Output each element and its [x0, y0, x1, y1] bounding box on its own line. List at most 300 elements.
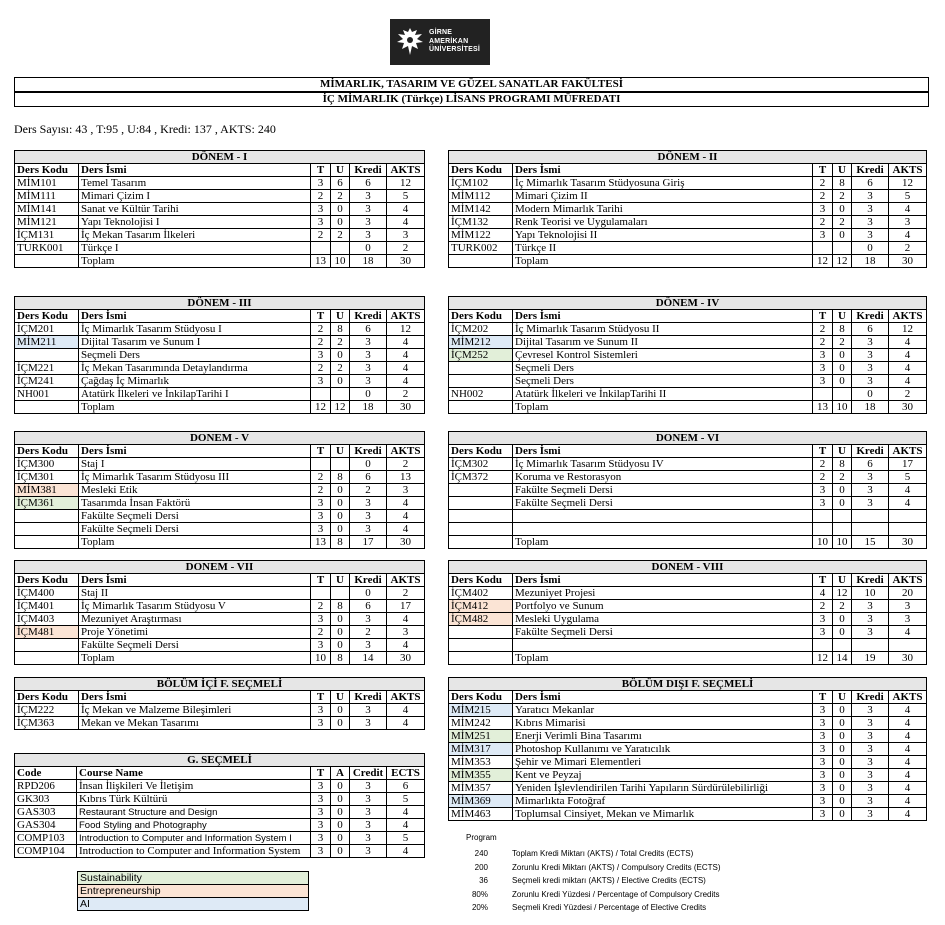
- column-header: U: [331, 445, 350, 458]
- faculty-title: MİMARLIK, TASARIM VE GÜZEL SANATLAR FAKÜLTESİ: [14, 77, 929, 92]
- column-header: AKTS: [387, 445, 425, 458]
- course-kredi: 3: [852, 704, 889, 717]
- course-akts: 17: [387, 600, 425, 613]
- total-u: 12: [833, 255, 852, 268]
- total-u: 8: [331, 652, 350, 665]
- course-row: [449, 756, 927, 769]
- course-name: Modern Mimarlık Tarihi: [513, 203, 813, 216]
- total-akts: 30: [889, 536, 927, 549]
- course-kredi: [852, 523, 889, 536]
- course-u: 0: [833, 717, 852, 730]
- course-name: Seçmeli Ders: [513, 362, 813, 375]
- total-kredi: 18: [350, 255, 387, 268]
- course-kredi: 3: [852, 743, 889, 756]
- course-code: MİM141: [15, 203, 79, 216]
- course-t: 3: [311, 845, 331, 858]
- course-akts: 4: [889, 375, 927, 388]
- column-header: Ders İsmi: [513, 691, 813, 704]
- course-row: [15, 510, 425, 523]
- course-code: MİM357: [449, 782, 513, 795]
- course-u: 0: [331, 626, 350, 639]
- header-row: [449, 310, 927, 323]
- course-code: MİM215: [449, 704, 513, 717]
- course-u: 0: [833, 362, 852, 375]
- course-t: 3: [813, 704, 833, 717]
- total-row: [449, 255, 927, 268]
- column-header: AKTS: [889, 164, 927, 177]
- legend-item: [78, 898, 309, 911]
- course-name: Yapı Teknolojisi II: [513, 229, 813, 242]
- course-name: Restaurant Structure and Design: [77, 806, 311, 819]
- course-kredi: 3: [350, 190, 387, 203]
- course-name: Fakülte Seçmeli Dersi: [513, 626, 813, 639]
- header-row: [15, 445, 425, 458]
- course-ects: 6: [387, 780, 425, 793]
- course-akts: 4: [387, 216, 425, 229]
- course-akts: 4: [889, 497, 927, 510]
- course-row: [15, 523, 425, 536]
- course-kredi: 6: [350, 600, 387, 613]
- total-t: 12: [813, 255, 833, 268]
- course-kredi: 3: [852, 717, 889, 730]
- course-u: 0: [331, 639, 350, 652]
- course-t: 2: [311, 229, 331, 242]
- course-code: [449, 362, 513, 375]
- course-u: 0: [833, 349, 852, 362]
- course-row: [15, 819, 425, 832]
- course-t: [813, 639, 833, 652]
- course-code: İÇM300: [15, 458, 79, 471]
- table-title: DÖNEM - II: [449, 151, 927, 164]
- course-u: 0: [833, 769, 852, 782]
- course-kredi: 3: [350, 216, 387, 229]
- course-row: [449, 704, 927, 717]
- course-code: İÇM301: [15, 471, 79, 484]
- course-row: [15, 362, 425, 375]
- column-header: Ders Kodu: [15, 691, 79, 704]
- course-kredi: 3: [350, 639, 387, 652]
- course-akts: 4: [387, 349, 425, 362]
- course-akts: 4: [889, 349, 927, 362]
- semester-table-8: [448, 560, 927, 665]
- course-code: İÇM400: [15, 587, 79, 600]
- course-u: 0: [833, 782, 852, 795]
- header-row: [449, 164, 927, 177]
- course-name: Mimarlıkta Fotoğraf: [513, 795, 813, 808]
- course-name: Tasarımda İnsan Faktörü: [79, 497, 311, 510]
- column-header: ECTS: [387, 767, 425, 780]
- course-akts: [889, 639, 927, 652]
- program-summary-desc: Toplam Kredi Miktarı (AKTS) / Total Credits (ECTS): [512, 849, 694, 858]
- course-row: [15, 639, 425, 652]
- course-akts: 4: [889, 769, 927, 782]
- course-t: 3: [311, 510, 331, 523]
- course-akts: 4: [387, 510, 425, 523]
- course-name: Dijital Tasarım ve Sunum I: [79, 336, 311, 349]
- course-u: 2: [833, 216, 852, 229]
- course-row: [449, 375, 927, 388]
- course-kredi: 3: [852, 349, 889, 362]
- course-t: 2: [813, 336, 833, 349]
- course-u: 8: [331, 471, 350, 484]
- header-row: [15, 767, 425, 780]
- course-t: 3: [311, 613, 331, 626]
- course-name: Temel Tasarım: [79, 177, 311, 190]
- course-row: [15, 780, 425, 793]
- column-header: U: [833, 691, 852, 704]
- course-name: Şehir ve Mimari Elementleri: [513, 756, 813, 769]
- course-akts: 3: [387, 229, 425, 242]
- course-t: [813, 242, 833, 255]
- course-name: Seçmeli Ders: [79, 349, 311, 362]
- course-u: 0: [331, 510, 350, 523]
- course-t: 2: [311, 336, 331, 349]
- course-row: [15, 832, 425, 845]
- course-t: 3: [813, 229, 833, 242]
- total-row: [15, 401, 425, 414]
- course-kredi: 6: [852, 458, 889, 471]
- course-name: Türkçe I: [79, 242, 311, 255]
- total-label: Toplam: [79, 536, 311, 549]
- course-row: [15, 717, 425, 730]
- course-t: 2: [311, 484, 331, 497]
- course-t: 3: [311, 497, 331, 510]
- legend-entrepreneurship: Entrepreneurship: [78, 885, 309, 898]
- course-u: 0: [833, 484, 852, 497]
- column-header: Kredi: [350, 691, 387, 704]
- course-akts: 4: [889, 484, 927, 497]
- course-a: 0: [331, 845, 350, 858]
- course-u: 8: [331, 323, 350, 336]
- course-t: 2: [813, 323, 833, 336]
- program-summary-desc: Seçmeli Kredi Yüzdesi / Percentage of Elective Credits: [512, 903, 707, 912]
- course-akts: 4: [889, 795, 927, 808]
- course-kredi: 0: [852, 388, 889, 401]
- total-kredi: 18: [852, 255, 889, 268]
- university-logo: [390, 19, 490, 65]
- column-header: AKTS: [889, 574, 927, 587]
- total-akts: 30: [889, 652, 927, 665]
- course-t: [813, 510, 833, 523]
- course-name: Mezuniyet Projesi: [513, 587, 813, 600]
- course-kredi: 3: [852, 782, 889, 795]
- column-header: Ders İsmi: [513, 574, 813, 587]
- course-akts: 12: [889, 323, 927, 336]
- course-u: 0: [833, 808, 852, 821]
- total-u: 10: [833, 536, 852, 549]
- course-u: 8: [833, 177, 852, 190]
- course-akts: 12: [889, 177, 927, 190]
- course-u: 8: [833, 323, 852, 336]
- column-header: Ders İsmi: [79, 691, 311, 704]
- course-row: [449, 190, 927, 203]
- column-header: Kredi: [350, 310, 387, 323]
- inner-elective-table: [14, 677, 425, 730]
- course-ects: 5: [387, 793, 425, 806]
- total-label: Toplam: [513, 401, 813, 414]
- total-akts: 30: [387, 536, 425, 549]
- column-header: AKTS: [889, 691, 927, 704]
- course-kredi: 3: [852, 600, 889, 613]
- course-akts: 2: [387, 242, 425, 255]
- column-header: Ders İsmi: [79, 310, 311, 323]
- course-u: 0: [331, 375, 350, 388]
- total-kredi: 14: [350, 652, 387, 665]
- course-u: 0: [833, 613, 852, 626]
- column-header: U: [331, 691, 350, 704]
- total-row: [15, 652, 425, 665]
- column-header: Kredi: [350, 445, 387, 458]
- course-name: Renk Teorisi ve Uygulamaları: [513, 216, 813, 229]
- course-code: İÇM363: [15, 717, 79, 730]
- course-t: [813, 388, 833, 401]
- course-u: 2: [331, 229, 350, 242]
- course-row: [449, 782, 927, 795]
- total-row: [449, 536, 927, 549]
- course-code: MİM251: [449, 730, 513, 743]
- column-header: U: [833, 445, 852, 458]
- course-akts: 4: [387, 523, 425, 536]
- course-kredi: 3: [852, 613, 889, 626]
- course-row: [449, 639, 927, 652]
- total-code-cell: [15, 401, 79, 414]
- course-u: 6: [331, 177, 350, 190]
- course-kredi: 0: [852, 242, 889, 255]
- course-row: [15, 471, 425, 484]
- program-summary-value: 240: [474, 849, 488, 858]
- program-summary-title: Program: [466, 833, 497, 842]
- course-kredi: 3: [350, 613, 387, 626]
- course-code: İÇM482: [449, 613, 513, 626]
- course-t: 3: [813, 362, 833, 375]
- course-credit: 3: [350, 806, 387, 819]
- course-u: [331, 242, 350, 255]
- course-kredi: 3: [852, 362, 889, 375]
- course-u: 0: [833, 497, 852, 510]
- column-header: U: [331, 310, 350, 323]
- course-akts: 4: [387, 336, 425, 349]
- course-kredi: 3: [852, 808, 889, 821]
- course-akts: 4: [387, 362, 425, 375]
- legend-sustainability: Sustainability: [78, 872, 309, 885]
- course-credit: 3: [350, 832, 387, 845]
- course-row: [449, 626, 927, 639]
- course-u: 0: [331, 484, 350, 497]
- course-kredi: 0: [350, 388, 387, 401]
- course-t: 3: [311, 717, 331, 730]
- column-header: Code: [15, 767, 77, 780]
- course-u: [833, 639, 852, 652]
- total-code-cell: [449, 536, 513, 549]
- course-name: Staj I: [79, 458, 311, 471]
- course-t: 3: [813, 613, 833, 626]
- program-summary-value: 80%: [471, 889, 488, 899]
- course-kredi: 10: [852, 587, 889, 600]
- course-kredi: 3: [350, 362, 387, 375]
- semester-table-4: [448, 296, 927, 414]
- course-t: 2: [311, 626, 331, 639]
- column-header: Ders İsmi: [79, 164, 311, 177]
- course-kredi: 3: [350, 497, 387, 510]
- course-akts: 2: [387, 587, 425, 600]
- column-header: Ders Kodu: [15, 574, 79, 587]
- column-header: T: [813, 310, 833, 323]
- course-akts: 4: [387, 717, 425, 730]
- course-code: [449, 626, 513, 639]
- column-header: T: [813, 445, 833, 458]
- course-u: 8: [833, 458, 852, 471]
- course-t: 3: [813, 782, 833, 795]
- course-summary: Ders Sayısı: 43 , T:95 , U:84 , Kredi: 137 , AKTS: 240: [14, 122, 276, 136]
- column-header: T: [311, 445, 331, 458]
- total-akts: 30: [387, 255, 425, 268]
- column-header: AKTS: [387, 574, 425, 587]
- course-code: MİM369: [449, 795, 513, 808]
- total-kredi: 15: [852, 536, 889, 549]
- course-name: İç Mimarlık Tasarım Stüdyosu IV: [513, 458, 813, 471]
- course-code: MİM211: [15, 336, 79, 349]
- course-ects: 5: [387, 832, 425, 845]
- course-t: 3: [311, 523, 331, 536]
- course-code: MİM353: [449, 756, 513, 769]
- course-name: İnsan İlişkileri Ve İletişim: [77, 780, 311, 793]
- column-header: AKTS: [387, 691, 425, 704]
- course-name: Atatürk İlkeleri ve İnkilapTarihi II: [513, 388, 813, 401]
- course-row: [449, 242, 927, 255]
- course-kredi: 0: [350, 587, 387, 600]
- table-title: BÖLÜM DIŞI F. SEÇMELİ: [449, 678, 927, 691]
- course-u: 0: [833, 795, 852, 808]
- course-code: İÇM202: [449, 323, 513, 336]
- course-akts: 4: [889, 704, 927, 717]
- course-t: 3: [813, 375, 833, 388]
- course-row: [449, 388, 927, 401]
- course-kredi: 0: [350, 458, 387, 471]
- total-akts: 30: [387, 652, 425, 665]
- course-a: 0: [331, 780, 350, 793]
- course-row: [15, 229, 425, 242]
- course-credit: 3: [350, 819, 387, 832]
- course-name: Fakülte Seçmeli Dersi: [79, 639, 311, 652]
- course-row: [15, 613, 425, 626]
- course-row: [449, 613, 927, 626]
- course-akts: 4: [387, 203, 425, 216]
- course-code: GK303: [15, 793, 77, 806]
- course-code: İÇM252: [449, 349, 513, 362]
- column-header: Ders Kodu: [15, 310, 79, 323]
- course-kredi: 3: [350, 203, 387, 216]
- course-row: [449, 229, 927, 242]
- column-header: AKTS: [387, 164, 425, 177]
- column-header: Kredi: [350, 574, 387, 587]
- course-t: 2: [311, 362, 331, 375]
- course-code: [15, 523, 79, 536]
- course-akts: 4: [889, 743, 927, 756]
- course-u: 0: [331, 704, 350, 717]
- legend-item: [78, 885, 309, 898]
- total-kredi: 18: [350, 401, 387, 414]
- course-code: TURK001: [15, 242, 79, 255]
- table-title: DONEM - VI: [449, 432, 927, 445]
- course-name: Yeniden İşlevlendirilen Tarihi Yapıların Sürdürülebilirliği: [513, 782, 813, 795]
- total-code-cell: [449, 255, 513, 268]
- course-name: Sanat ve Kültür Tarihi: [79, 203, 311, 216]
- course-t: 3: [311, 819, 331, 832]
- column-header: Course Name: [77, 767, 311, 780]
- column-header: Ders İsmi: [79, 445, 311, 458]
- outer-elective-table: [448, 677, 927, 821]
- course-name: Atatürk İlkeleri ve İnkilapTarihi I: [79, 388, 311, 401]
- course-t: 3: [813, 795, 833, 808]
- course-kredi: 0: [350, 242, 387, 255]
- course-u: 0: [331, 717, 350, 730]
- course-code: [449, 510, 513, 523]
- program-title: İÇ MİMARLIK (Türkçe) LİSANS PROGRAMI MÜFREDATI: [14, 92, 929, 107]
- course-name: Fakülte Seçmeli Dersi: [79, 510, 311, 523]
- course-t: 3: [311, 177, 331, 190]
- course-u: [833, 388, 852, 401]
- column-header: Ders Kodu: [15, 445, 79, 458]
- column-header: Kredi: [350, 164, 387, 177]
- course-code: NH002: [449, 388, 513, 401]
- course-row: [15, 190, 425, 203]
- course-row: [449, 471, 927, 484]
- course-kredi: 3: [852, 484, 889, 497]
- course-name: Mesleki Uygulama: [513, 613, 813, 626]
- course-name: [513, 510, 813, 523]
- course-name: Photoshop Kullanımı ve Yaratıcılık: [513, 743, 813, 756]
- course-name: Koruma ve Restorasyon: [513, 471, 813, 484]
- course-name: Fakülte Seçmeli Dersi: [513, 497, 813, 510]
- course-code: MİM142: [449, 203, 513, 216]
- course-row: [15, 203, 425, 216]
- header-row: [449, 574, 927, 587]
- course-name: Mesleki Etik: [79, 484, 311, 497]
- course-akts: 2: [889, 242, 927, 255]
- total-u: 10: [331, 255, 350, 268]
- course-t: 3: [813, 484, 833, 497]
- total-t: 13: [311, 255, 331, 268]
- column-header: Ders İsmi: [513, 164, 813, 177]
- table-title: DÖNEM - I: [15, 151, 425, 164]
- course-name: Mekan ve Mekan Tasarımı: [79, 717, 311, 730]
- course-akts: 4: [889, 808, 927, 821]
- course-u: 2: [331, 190, 350, 203]
- course-akts: 4: [889, 717, 927, 730]
- course-name: İç Mekan Tasarımında Detaylandırma: [79, 362, 311, 375]
- column-header: A: [331, 767, 350, 780]
- course-row: [15, 242, 425, 255]
- course-row: [15, 323, 425, 336]
- course-code: İÇM222: [15, 704, 79, 717]
- table-title: DONEM - VII: [15, 561, 425, 574]
- course-code: MİM101: [15, 177, 79, 190]
- course-akts: 4: [387, 704, 425, 717]
- course-row: [15, 388, 425, 401]
- total-code-cell: [15, 652, 79, 665]
- course-code: İÇM361: [15, 497, 79, 510]
- column-header: Kredi: [852, 691, 889, 704]
- course-row: [449, 177, 927, 190]
- semester-table-5: [14, 431, 425, 549]
- header-row: [15, 310, 425, 323]
- course-code: İÇM402: [449, 587, 513, 600]
- course-akts: 4: [889, 203, 927, 216]
- course-code: MİM212: [449, 336, 513, 349]
- course-akts: 5: [889, 190, 927, 203]
- course-name: Toplumsal Cinsiyet, Mekan ve Mimarlık: [513, 808, 813, 821]
- course-u: 0: [833, 743, 852, 756]
